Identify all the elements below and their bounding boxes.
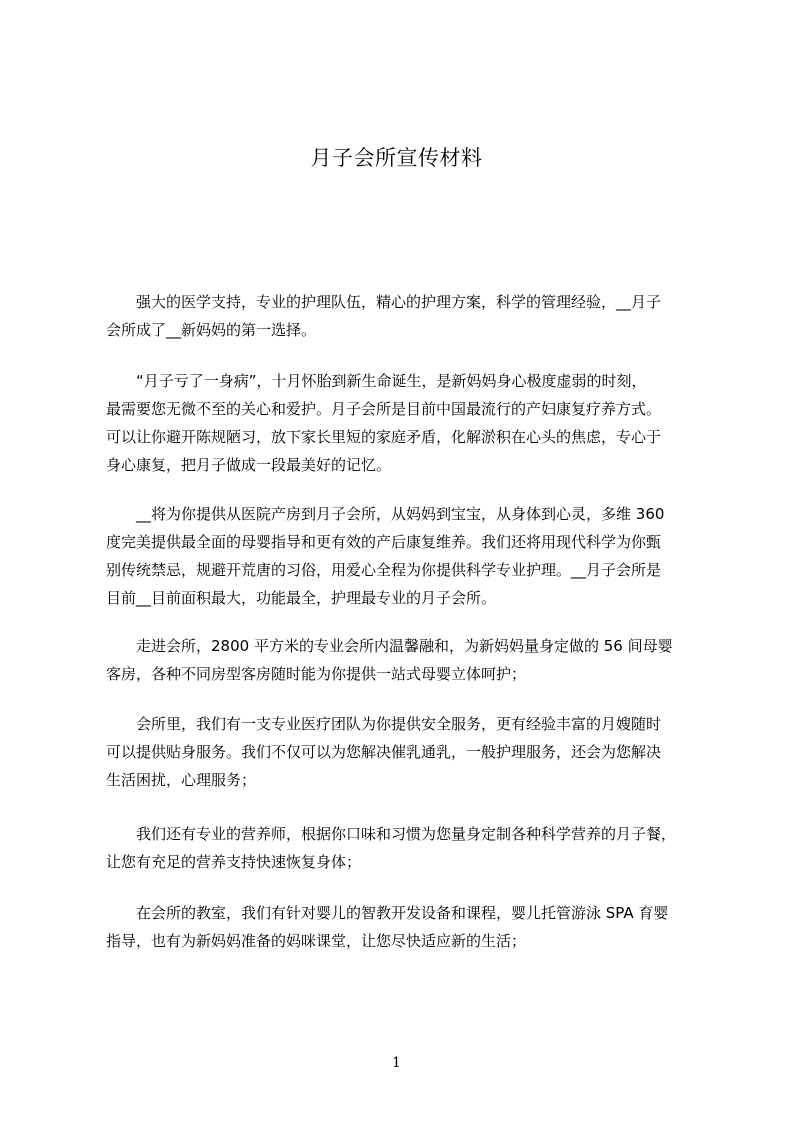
paragraph-nutrition: [106, 820, 702, 876]
text-line: 走进会所，2800 平方米的专业会所内温馨融和，为新妈妈量身定做的 56 间母婴: [106, 637, 673, 655]
text-line: 在会所的教室，我们有针对婴儿的智教开发设备和课程，婴儿托管游泳 SPA 育婴: [106, 904, 669, 922]
text-line: __将为你提供从医院产房到月子会所，从妈妈到宝宝，从身体到心灵，多维 360: [106, 505, 665, 523]
page-number: 1: [392, 1055, 401, 1071]
text-line: 最需要您无微不至的关心和爱护。月子会所是目前中国最流行的产妇康复疗养方式。: [106, 400, 662, 418]
text-line: 会所里，我们有一支专业医疗团队为你提供安全服务，更有经验丰富的月嫂随时: [106, 715, 662, 733]
text-line: 指导，也有为新妈妈准备的妈咪课堂，让您尽快适应新的生活；: [106, 932, 527, 950]
text-line: 可以提供贴身服务。我们不仅可以为您解决催乳通乳，一般护理服务，还会为您解决: [106, 743, 662, 761]
text-line: 客房，各种不同房型客房随时能为你提供一站式母婴立体呵护；: [106, 665, 527, 683]
text-line: 身心康复，把月子做成一段最美好的记忆。: [106, 456, 392, 474]
paragraph-intro: [106, 288, 702, 344]
text-line: 生活困扰，心理服务；: [106, 771, 257, 789]
text-line: 可以让你避开陈规陋习，放下家长里短的家庭矛盾，化解淤积在心头的焦虑，专心于: [106, 428, 662, 446]
paragraph-postpartum: [106, 367, 702, 479]
paragraph-facility: [106, 632, 702, 688]
text-line: 强大的医学支持，专业的护理队伍，精心的护理方案，科学的管理经验，__月子: [106, 293, 662, 311]
text-line: 会所成了__新妈妈的第一选择。: [106, 321, 317, 339]
paragraph-classroom: [106, 899, 702, 955]
text-line: 我们还有专业的营养师，根据你口味和习惯为您量身定制各种科学营养的月子餐，: [106, 825, 677, 843]
text-line: 度完美提供最全面的母婴指导和更有效的产后康复维养。我们还将用现代科学为你甄: [106, 533, 662, 551]
document-title: 月子会所宣传材料: [310, 146, 483, 170]
text-line: 别传统禁忌，规避开荒唐的习俗，用爱心全程为你提供科学专业护理。__月子会所是: [106, 561, 662, 579]
text-line: 让您有充足的营养支持快速恢复身体；: [106, 853, 362, 871]
text-line: “月子亏了一身病”，十月怀胎到新生命诞生，是新妈妈身心极度虚弱的时刻，: [106, 372, 647, 390]
paragraph-medical-team: [106, 710, 702, 794]
text-line: 目前__目前面积最大，功能最全，护理最专业的月子会所。: [106, 589, 497, 607]
paragraph-services: [106, 500, 702, 612]
